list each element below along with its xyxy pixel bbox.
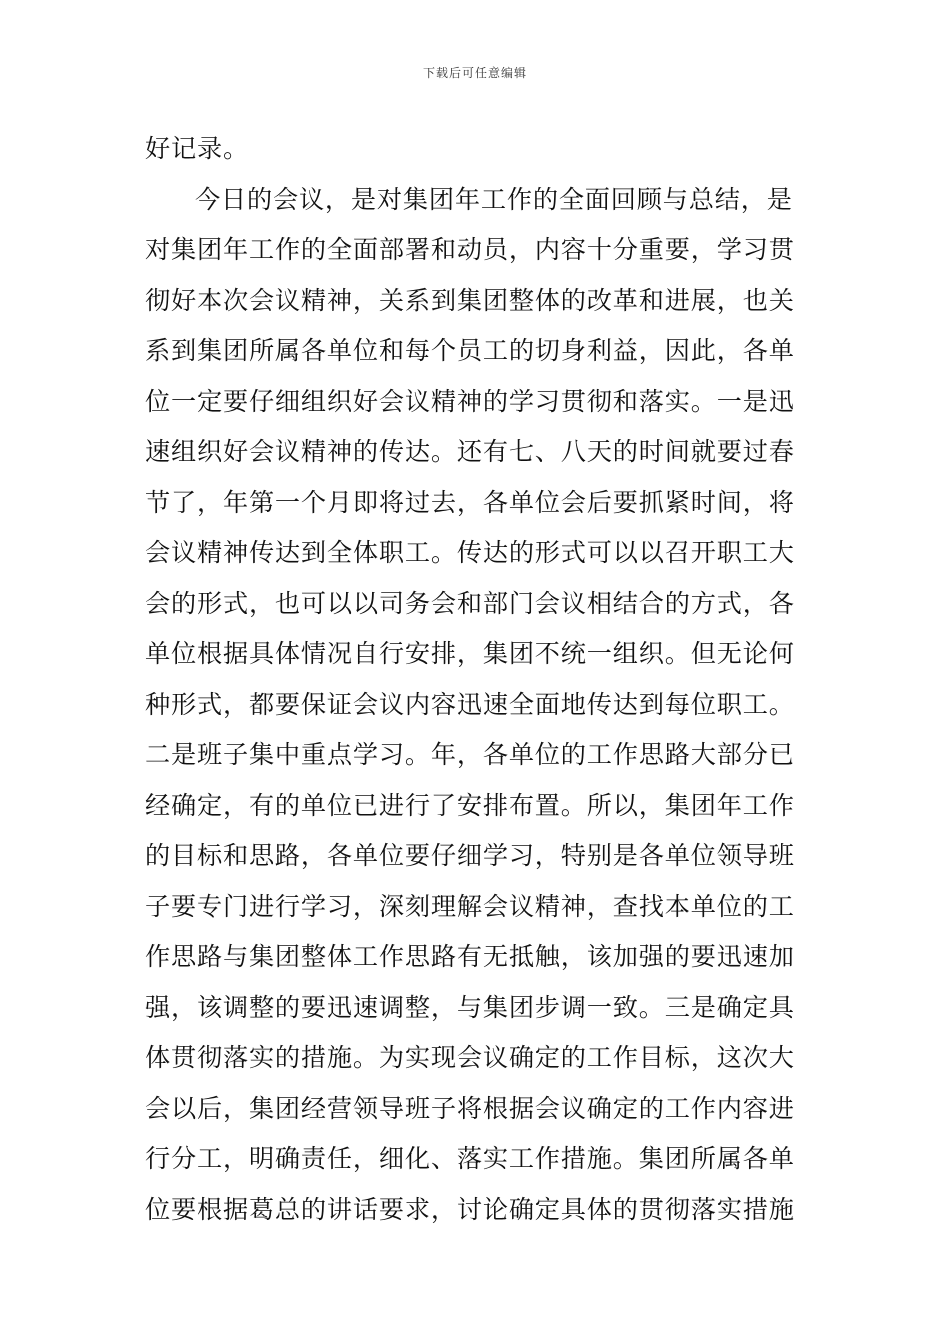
text-line: 行分工，明确责任，细化、落实工作措施。集团所属各单 (145, 1144, 795, 1173)
text-line: 作思路与集团整体工作思路有无抵触，该加强的要迅速加 (145, 942, 795, 971)
text-line: 强，该调整的要迅速调整，与集团步调一致。三是确定具 (145, 992, 795, 1022)
text-line: 单位根据具体情况自行安排，集团不统一组织。但无论何 (145, 639, 795, 668)
text-line: 今日的会议，是对集团年工作的全面回顾与总结，是 (195, 184, 793, 214)
text-line: 系到集团所属各单位和每个员工的切身利益，因此，各单 (145, 336, 795, 365)
text-line: 好记录。 (145, 134, 249, 163)
text-line: 速组织好会议精神的传达。还有七、八天的时间就要过春 (145, 437, 795, 466)
text-line: 会的形式，也可以以司务会和部门会议相结合的方式，各 (145, 588, 795, 618)
text-line: 彻好本次会议精神，关系到集团整体的改革和进展，也关 (145, 285, 795, 315)
text-line: 节了，年第一个月即将过去，各单位会后要抓紧时间，将 (145, 487, 795, 517)
text-line: 经确定，有的单位已进行了安排布置。所以，集团年工作 (145, 790, 795, 820)
text-line: 的目标和思路，各单位要仔细学习，特别是各单位领导班 (145, 841, 795, 870)
text-line: 位一定要仔细组织好会议精神的学习贯彻和落实。一是迅 (145, 386, 795, 416)
text-line: 对集团年工作的全面部署和动员，内容十分重要，学习贯 (145, 235, 795, 264)
page-header: 下载后可任意编辑 (422, 66, 527, 80)
text-line: 二是班子集中重点学习。年，各单位的工作思路大部分已 (145, 740, 795, 769)
text-line: 会以后，集团经营领导班子将根据会议确定的工作内容进 (145, 1093, 795, 1123)
text-line: 子要专门进行学习，深刻理解会议精神，查找本单位的工 (145, 891, 795, 921)
document-body (145, 124, 807, 1235)
text-line: 位要根据葛总的讲话要求，讨论确定具体的贯彻落实措施 (145, 1194, 795, 1224)
text-line: 会议精神传达到全体职工。传达的形式可以以召开职工大 (145, 538, 795, 567)
text-line: 体贯彻落实的措施。为实现会议确定的工作目标，这次大 (145, 1043, 795, 1072)
text-line: 种形式，都要保证会议内容迅速全面地传达到每位职工。 (145, 689, 795, 719)
